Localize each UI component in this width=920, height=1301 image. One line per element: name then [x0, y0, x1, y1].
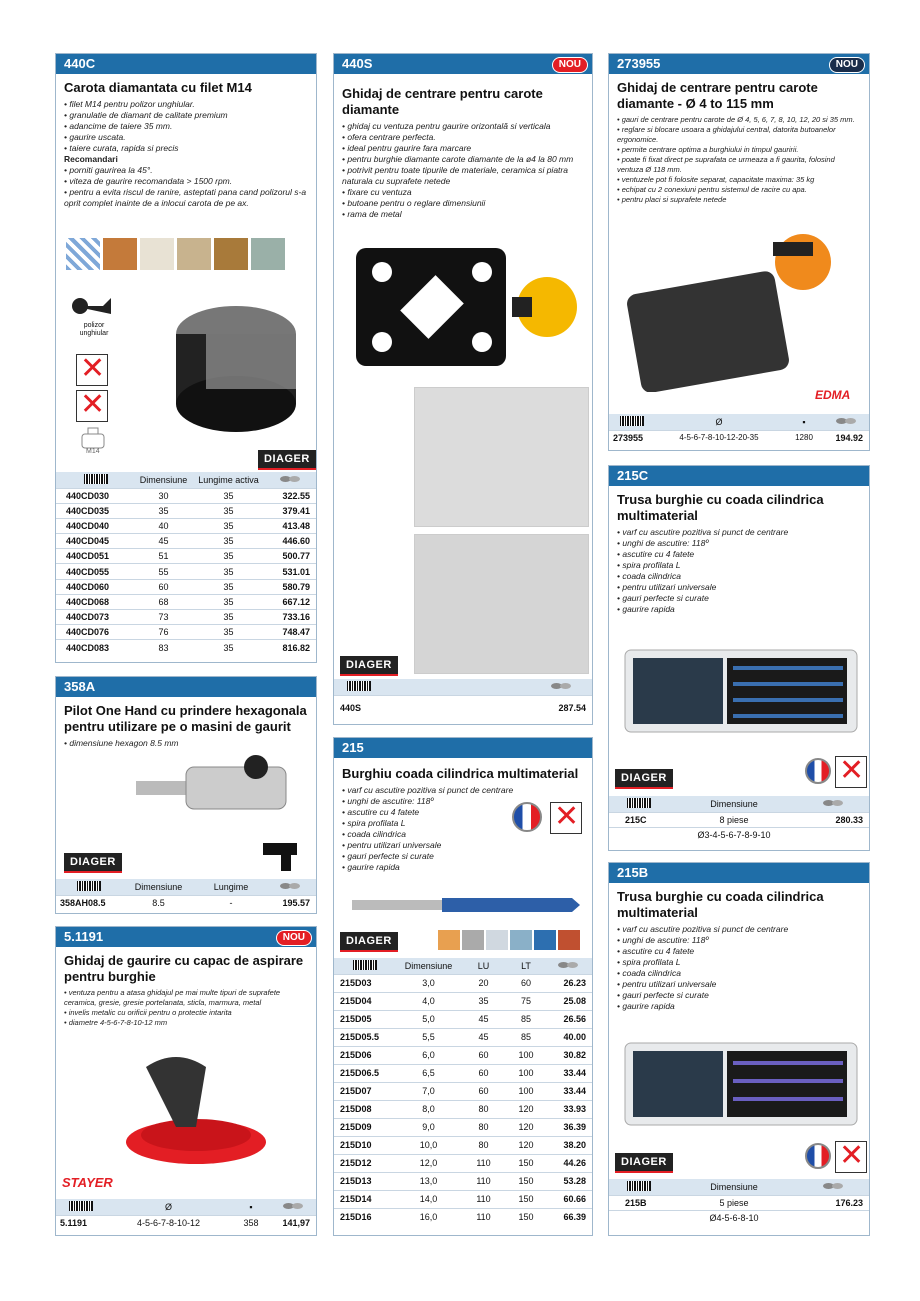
- drill-set-case-image: [623, 1039, 859, 1129]
- diager-logo: DIAGER: [64, 853, 122, 873]
- card-440s: [333, 53, 593, 725]
- product-code: 358A: [64, 679, 96, 694]
- barcode-icon: [609, 414, 654, 430]
- bullet-list: [56, 99, 316, 209]
- barcode-icon: [56, 879, 121, 895]
- table-row: 440CD035 35 35 379.41: [56, 503, 316, 518]
- product-table: [334, 679, 592, 721]
- card-215: [333, 737, 593, 1236]
- made-in-france-icon: [512, 802, 542, 832]
- price-icon: [271, 1199, 316, 1215]
- bullet: • echipat cu 2 conexiuni pentru sistemul de racire cu apa.: [617, 185, 807, 194]
- table-row: 440CD055 55 35 531.01: [56, 564, 316, 579]
- bullet: • ofera centrare perfecta.: [342, 132, 436, 142]
- col-lu: LU: [461, 958, 506, 974]
- col-dimensiune: Dimensiune: [669, 1179, 799, 1195]
- table-row: 215D03 3,0 20 60 26.23: [334, 974, 592, 992]
- bullet: • fixare cu ventuza: [342, 187, 412, 197]
- bullet-list: [609, 527, 869, 615]
- col-diameter: Ø: [654, 414, 784, 430]
- barcode-icon: [56, 1199, 106, 1215]
- table-row: 215D04 4,0 35 75 25.08: [334, 992, 592, 1010]
- core-bit-image: [136, 289, 306, 439]
- table-row: 5.1191 4-5-6-7-8-10-12 358 141,97: [56, 1215, 316, 1230]
- bullet: • diametre 4-5-6-7-8-10-12 mm: [64, 1018, 168, 1027]
- grinder-icon: [68, 286, 118, 326]
- bullet: • pentru placi si suprafete netede: [617, 195, 727, 204]
- no-hammer-icon: [835, 756, 867, 788]
- price-icon: [824, 414, 869, 430]
- table-row: 215D05 5,0 45 85 26.56: [334, 1010, 592, 1028]
- drill-set-case-image: [623, 646, 859, 736]
- bullet: • ascutire cu 4 fatete: [617, 946, 695, 956]
- centering-guide-image: [623, 232, 853, 392]
- bullet-list: [609, 924, 869, 1012]
- usage-photo-2: [414, 534, 589, 674]
- drilling-guide-image: [116, 1047, 276, 1167]
- bullet: • gauri de centrare pentru carote de Ø 4, 5, 6, 7, 8, 10, 12, 20 si 35 mm.: [617, 115, 855, 124]
- bullet: • pentru utilizari universale: [617, 979, 717, 989]
- product-title: Ghidaj de centrare pentru carote diamante - Ø 4 to 115 mm: [617, 80, 818, 111]
- card-215b: [608, 862, 870, 1236]
- table-row: 215D10 10,0 80 120 38.20: [334, 1136, 592, 1154]
- product-title: Burghiu coada cilindrica multimaterial: [342, 766, 579, 781]
- table-row: 215D16 16,0 110 150 66.39: [334, 1208, 592, 1226]
- table-row: 215D05.5 5,5 45 85 40.00: [334, 1028, 592, 1046]
- no-hammer-icon: [550, 802, 582, 834]
- bullet-list: [609, 115, 869, 205]
- bullet-list: [334, 121, 592, 220]
- bullet: • gaurire rapida: [617, 1001, 675, 1011]
- price-icon: [266, 472, 316, 488]
- bullet: • varf cu ascutire pozitiva si punct de centrare: [617, 527, 789, 537]
- card-header: [609, 466, 869, 486]
- table-row: 440CD073 73 35 733.16: [56, 610, 316, 625]
- col-dimensiune: Dimensiune: [121, 879, 196, 895]
- bullet: • pentru burghie diamante carote diamante de la ø4 la 80 mm: [342, 154, 574, 164]
- card-440c: [55, 53, 317, 663]
- table-row: 273955 4-5-6-7-8-10-12-20-35 1280 194.92: [609, 430, 869, 445]
- pilot-adapter-image: [136, 749, 296, 829]
- product-code: 215: [342, 740, 364, 755]
- table-row: 215D09 9,0 80 120 36.39: [334, 1118, 592, 1136]
- product-title: Trusa burghie cu coada cilindrica multimaterial: [617, 889, 824, 920]
- bullet-list: [56, 738, 316, 749]
- bullet: • ventuza pentru a atasa ghidajul pe mai multe tipuri de suprafete ceramica, gresie, gresie portelanata, sticla, marmura, metal: [64, 988, 281, 1007]
- stayer-logo: STAYER: [62, 1175, 113, 1190]
- price-icon: [266, 879, 316, 895]
- bullet: • ghidaj cu ventuza pentru gaurire orizontală si verticala: [342, 121, 551, 131]
- bullet: • permite centrare optima a burghiului in timpul gauririi.: [617, 145, 799, 154]
- bullet: • poate fi fixat direct pe suprafata ce urmeaza a fi gaurita, folosind ventuza Ø 118 mm.: [617, 155, 835, 174]
- table-row: [609, 1210, 869, 1225]
- table-row: 215D06 6,0 60 100 30.82: [334, 1046, 592, 1064]
- bullet: • varf cu ascutire pozitiva si punct de centrare: [342, 785, 514, 795]
- table-row: 440CD083 83 35 816.82: [56, 640, 316, 655]
- card-header: [609, 54, 869, 74]
- bullet: • gauri perfecte si curate: [617, 593, 709, 603]
- usage-photo-1: [414, 387, 589, 527]
- barcode-icon: [609, 796, 669, 812]
- bullet: • ideal pentru gaurire fara marcare: [342, 143, 472, 153]
- card-header: [56, 54, 316, 74]
- product-title: Pilot One Hand cu prindere hexagonala pentru utilizare pe o masini de gaurit: [64, 703, 307, 734]
- bullet: • unghi de ascutire: 118º: [617, 935, 709, 945]
- table-row: 215D08 8,0 80 120 33.93: [334, 1100, 592, 1118]
- no-rotary-icon: [76, 390, 108, 422]
- box-icon: ▪: [231, 1199, 271, 1215]
- bullet: • ascutire cu 4 fatete: [342, 807, 420, 817]
- barcode-icon: [334, 958, 396, 974]
- new-badge: NOU: [276, 930, 312, 946]
- product-table: [609, 796, 869, 842]
- diager-logo: DIAGER: [258, 450, 316, 470]
- product-code: 440C: [64, 56, 96, 71]
- card-header: [609, 863, 869, 883]
- table-row: 215D07 7,0 60 100 33.44: [334, 1082, 592, 1100]
- bullet: • pentru utilizari universale: [342, 840, 442, 850]
- recommendations-heading: Recomandari: [64, 154, 118, 164]
- bullet: • gauri perfecte si curate: [342, 851, 434, 861]
- card-header: [334, 738, 592, 758]
- bullet: • spira profilata L: [342, 818, 406, 828]
- bullet: • dimensiune hexagon 8.5 mm: [64, 738, 179, 748]
- bullet: • gaurire uscata.: [64, 132, 126, 142]
- product-code: 215B: [617, 865, 649, 880]
- bullet: • gaurire rapida: [617, 604, 675, 614]
- table-row: 440CD030 30 35 322.55: [56, 488, 316, 503]
- bullet: • viteza de gaurire recomandata > 1500 rpm.: [64, 176, 233, 186]
- bullet: • varf cu ascutire pozitiva si punct de centrare: [617, 924, 789, 934]
- product-title: Trusa burghie cu coada cilindrica multimaterial: [617, 492, 824, 523]
- bullet: • potrivit pentru toate tipurile de materiale, ceramica si piatra naturala cu suprafete netede: [342, 165, 568, 186]
- box-icon: ▪: [784, 414, 824, 430]
- product-table: [609, 1179, 869, 1225]
- bullet: • unghi de ascutire: 118º: [617, 538, 709, 548]
- card-5-1191: [55, 926, 317, 1236]
- bullet: • rama de metal: [342, 209, 402, 219]
- material-icons: [438, 930, 580, 955]
- table-row: 440CD068 68 35 667.12: [56, 594, 316, 609]
- price-icon: [546, 958, 592, 974]
- size-list: Ø4-5-6-8-10: [669, 1210, 799, 1225]
- product-table: [56, 1199, 316, 1230]
- m14-label: M14: [86, 448, 100, 455]
- table-row: 215D12 12,0 110 150 44.26: [334, 1154, 592, 1172]
- bullet: • ascutire cu 4 fatete: [617, 549, 695, 559]
- material-swatches: [66, 238, 285, 275]
- no-hammer-icon: [835, 1141, 867, 1173]
- product-table: [56, 879, 316, 910]
- bullet: • coada cilindrica: [342, 829, 406, 839]
- table-row: 440CD040 40 35 413.48: [56, 518, 316, 533]
- table-row: 215D13 13,0 110 150 53.28: [334, 1172, 592, 1190]
- bullet: • adancime de taiere 35 mm.: [64, 121, 173, 131]
- bullet: • unghi de ascutire: 118º: [342, 796, 434, 806]
- col-dimensiune: Dimensiune: [396, 958, 461, 974]
- diager-logo: DIAGER: [615, 1153, 673, 1173]
- bullet: • pentru a evita riscul de ranire, asteptati pana cand polizorul s-a oprit complet inainte de a inlocui carota de pe ax.: [64, 187, 307, 208]
- product-code: 5.1191: [64, 929, 104, 944]
- table-row: 440S 287.54: [334, 695, 592, 721]
- table-row: 440CD045 45 35 446.60: [56, 534, 316, 549]
- table-row: 215B 5 piese 176.23: [609, 1195, 869, 1210]
- bullet: • coada cilindrica: [617, 968, 681, 978]
- bullet: • invelis metalic cu orificii pentru o protectie intarita: [64, 1008, 232, 1017]
- bullet: • porniti gaurirea la 45°.: [64, 165, 153, 175]
- centering-guide-image: [352, 242, 582, 372]
- table-row: 440CD051 51 35 500.77: [56, 549, 316, 564]
- bullet: • ventuzele pot fi folosite separat, capacitate maxima: 35 kg: [617, 175, 815, 184]
- table-row: [609, 827, 869, 842]
- product-code: 440S: [342, 56, 373, 71]
- card-header: [334, 54, 592, 74]
- table-row: 215D14 14,0 110 150 60.66: [334, 1190, 592, 1208]
- diager-logo: DIAGER: [340, 656, 398, 676]
- bullet: • spira profilata L: [617, 957, 681, 967]
- product-title: Ghidaj de centrare pentru carote diamante: [342, 86, 543, 117]
- drill-bit-image: [352, 890, 582, 920]
- barcode-icon: [609, 1179, 669, 1195]
- bullet: • reglare si blocare usoara a ghidajului central, datorita butoanelor ergonomice.: [617, 125, 836, 144]
- barcode-icon: [334, 679, 384, 695]
- bullet: • pentru utilizari universale: [617, 582, 717, 592]
- bullet: • coada cilindrica: [617, 571, 681, 581]
- price-icon: [799, 796, 869, 812]
- col-lungime: Lungime activa: [191, 472, 266, 488]
- card-358a: [55, 676, 317, 914]
- diager-logo: DIAGER: [340, 932, 398, 952]
- size-list: Ø3-4-5-6-7-8-9-10: [669, 827, 799, 842]
- table-row: 215C 8 piese 280.33: [609, 812, 869, 827]
- bullet-list: [56, 988, 316, 1028]
- table-row: 215D06.5 6,5 60 100 33.44: [334, 1064, 592, 1082]
- product-code: 215C: [617, 468, 649, 483]
- price-icon: [799, 1179, 869, 1195]
- card-273955: [608, 53, 870, 451]
- product-title: Ghidaj de gaurire cu capac de aspirare pentru burghie: [64, 953, 304, 984]
- drill-icon: [261, 837, 311, 873]
- card-header: [56, 677, 316, 697]
- col-dimensiune: Dimensiune: [136, 472, 191, 488]
- product-table: [56, 472, 316, 655]
- bullet: • taiere curata, rapida si precis: [64, 143, 179, 153]
- bullet: • butoane pentru o reglare dimensiunii: [342, 198, 486, 208]
- barcode-icon: [56, 472, 136, 488]
- edma-logo: EDMA: [815, 388, 851, 402]
- bullet: • spira profilata L: [617, 560, 681, 570]
- price-icon: [532, 679, 592, 695]
- new-badge: NOU: [829, 57, 865, 73]
- made-in-france-icon: [805, 758, 831, 784]
- table-row: 440CD060 60 35 580.79: [56, 579, 316, 594]
- product-table: [609, 414, 869, 445]
- table-row: 358AH08.5 8.5 - 195.57: [56, 895, 316, 910]
- polizor-label: polizor unghiular: [79, 322, 109, 337]
- diager-logo: DIAGER: [615, 769, 673, 789]
- bullet: • gaurire rapida: [342, 862, 400, 872]
- bullet: • gauri perfecte si curate: [617, 990, 709, 1000]
- table-row: 440CD076 76 35 748.47: [56, 625, 316, 640]
- card-215c: [608, 465, 870, 851]
- product-title: Carota diamantata cu filet M14: [64, 80, 252, 95]
- bullet: • filet M14 pentru polizor unghiular.: [64, 99, 195, 109]
- product-code: 273955: [617, 56, 661, 71]
- card-header: [56, 927, 316, 947]
- bullet: • granulatie de diamant de calitate premium: [64, 110, 228, 120]
- col-dimensiune: Dimensiune: [669, 796, 799, 812]
- col-diameter: Ø: [106, 1199, 231, 1215]
- col-lungime: Lungime: [196, 879, 266, 895]
- col-lt: LT: [506, 958, 546, 974]
- product-table: [334, 958, 592, 1226]
- new-badge: NOU: [552, 57, 588, 73]
- no-hammer-icon: [76, 354, 108, 386]
- made-in-france-icon: [805, 1143, 831, 1169]
